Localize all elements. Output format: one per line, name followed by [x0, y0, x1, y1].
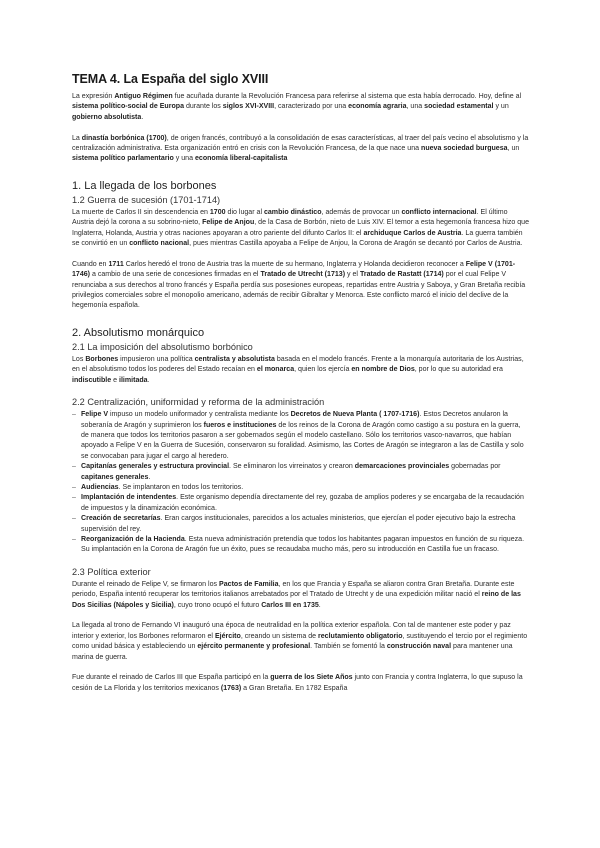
bold-term: gobierno absolutista [72, 113, 142, 121]
section-heading: 2. Absolutismo monárquico [72, 326, 205, 339]
bold-term: reclutamiento obligatorio [318, 632, 403, 640]
bold-term: ( 1707-1716) [379, 411, 420, 419]
bold-term: economía liberal-capitalista [194, 155, 288, 163]
bold-term: dinastía borbónica (1700) [81, 134, 167, 142]
bold-term: construcción naval [386, 643, 452, 651]
bold-term: fueros e instituciones [203, 421, 277, 429]
bold-term: el monarca [256, 366, 295, 374]
reform-list [72, 410, 530, 556]
section-heading: 1. La llegada de los borbones [72, 179, 217, 192]
bold-term: (1763) [220, 684, 242, 692]
bold-term: centralista y absolutista [194, 355, 275, 363]
bold-term: sociedad estamental [424, 103, 494, 111]
body-paragraph: La muerte de Carlos II sin descendencia en 1700 dio lugar al cambio dinástico, además de provocar un conflicto internacional. El último Austria dejó la corona a su sobrino-nieto, Felipe de Anjou, de la Casa de Borbón, nieto de Luis XIV. El temor a esta hegemonía francesa hizo que Inglaterra, Holanda, Austria y otras naciones apoyaran a otro pariente del difunto Carlos II: el archiduque Carlos de Austria. La guerra también se convirtió en un conflicto nacional, pues mientras Castilla apoyaba a Felipe de Anjou, la Corona de Aragón se decantó por Carlos de Austria. [72, 208, 530, 248]
bold-term: Pactos de Familia [219, 580, 279, 588]
bold-term: Carlos III en 1735 [261, 601, 319, 609]
bold-term: Tratado de Rastatt [359, 271, 422, 279]
intro-paragraph: La expresión Antiguo Régimen fue acuñada durante la Revolución Francesa para referirse al sistema que esta había derrocado. Hoy, define al sistema político-social de Europa durante los siglos XVI-XVIII, caracterizado por una economía agraria, una sociedad estamental y un gobierno absolutista. [72, 93, 522, 121]
bold-term: Implantación de intendentes [81, 494, 177, 502]
bold-term: Capitanías generales y estructura provincial [81, 463, 230, 471]
bold-term: demarcaciones provinciales [354, 463, 450, 471]
bold-term: sistema político-social de Europa [72, 103, 184, 111]
bold-term: Felipe V [81, 411, 109, 419]
body-paragraph: Cuando en 1711 Carlos heredó el trono de Austria tras la muerte de su hermano, Inglaterra y Holanda decidieron reconocer a Felipe V (1701-1746) a cambio de una serie de concesiones firmadas en el Tratado de Utrecht (1713) y el Tratado de Rastatt (1714) por el cual Felipe V renunciaba a sus derechos al trono francés y España perdía sus posesiones europeas, repartidas entre Austria y Saboya, y Gran Bretaña recibía privilegios comerciales sobre el monopolio americano, además de recibir Gibraltar y Menorca. Este conflicto marcó el inicio del declive de la hegemonía española. [72, 260, 526, 310]
bold-term: nueva sociedad burguesa [421, 145, 508, 153]
subsection-heading: 1.2 Guerra de sucesión (1701-1714) [72, 194, 221, 205]
bold-term: indiscutible [72, 376, 112, 384]
bold-term: Borbones [85, 355, 119, 363]
bold-term: Felipe V [465, 260, 493, 268]
body-paragraph: Durante el reinado de Felipe V, se firmaron los Pactos de Familia, en los que Francia y España se aliaron contra Gran Bretaña. Durante este periodo, España intentó recuperar los territorios italianos arrebatados por el Tratado de Utrecht y de una expedición militar nació el reino de las Dos Sicilias (Nápoles y Sicilia), cuyo trono ocupó el futuro Carlos III en 1735. [72, 580, 521, 609]
bold-term: Tratado de Utrecht [260, 271, 323, 279]
list-item: – Creación de secretarías. Eran cargos institucionales, parecidos a los actuales ministerios, que ejercían el poder ejecutivo bajo la estrecha supervisión del rey. [72, 514, 530, 535]
bold-term: ilimitada [119, 376, 148, 384]
subsection-heading: 2.3 Política exterior [72, 566, 151, 577]
bold-term: en nombre de Dios [351, 366, 415, 374]
bold-term: Creación de secretarías [81, 515, 161, 523]
bold-term: (1713) [324, 271, 346, 279]
bold-term: (1714) [423, 271, 444, 279]
bold-term: (1701-1746) [72, 260, 516, 279]
bold-term: guerra de los Siete Años [270, 674, 353, 682]
bold-term: 1711 [108, 260, 124, 268]
list-item: – Implantación de intendentes. Este organismo dependía directamente del rey, gozaba de amplios poderes y se encargaba de la recaudación de impuestos y la dinamización económica. [72, 493, 530, 514]
bold-term: 1700 [209, 208, 226, 216]
bold-term: cambio dinástico [263, 208, 322, 216]
page-title: TEMA 4. La España del siglo XVIII [72, 72, 269, 86]
bold-term: reino de las Dos Sicilias (Nápoles y Sicilia) [72, 591, 521, 609]
subsection-heading: 2.1 La imposición del absolutismo borbónico [72, 341, 253, 352]
bold-term: Audiencias [81, 483, 119, 491]
list-item: – Capitanías generales y estructura provincial. Se eliminaron los virreinatos y crearon demarcaciones provinciales gobernadas por capitanes generales. [72, 462, 530, 483]
document-page [72, 72, 530, 694]
body-paragraph: La llegada al trono de Fernando VI inauguró una época de neutralidad en la política exterior española. Con tal de mantener este poder y paz interior y exterior, los Borbones reformaron el Ejército, creando un sistema de reclutamiento obligatorio, sustituyendo el tercio por el regimiento como unidad básica y estableciendo un ejército permanente y profesional. También se fomentó la construcción naval para mantener una marina de guerra. [72, 622, 528, 661]
list-item: – Felipe V impuso un modelo uniformador y centralista mediante los Decretos de Nueva Planta ( 1707-1716). Estos Decretos anularon la soberanía de Aragón y suprimieron los fueros e instituciones de los reinos de la Corona de Aragón como castigo a su postura en la guerra, de manera que todos los territorios pasaron a ser gobernados según el modelo castellano. Sólo los territorios vasco-navarros, que habían apoyado a Felipe V en la Guerra de Sucesión, conservaron su foralidad. Asimismo, las Cortes de Aragón se integraron a las de Castilla y solo se convocaban para jugar el cargo al heredero. [72, 410, 530, 462]
bold-term: economía agraria [348, 103, 407, 111]
bold-term: archiduque Carlos de Austria [363, 229, 462, 237]
bold-term: conflicto internacional [401, 208, 477, 216]
bold-term: sistema político parlamentario [72, 155, 174, 163]
bold-term: Ejército [214, 632, 241, 640]
list-item: – Audiencias. Se implantaron en todos los territorios. [72, 483, 530, 493]
body-paragraph: Fue durante el reinado de Carlos III que España participó en la guerra de los Siete Años junto con Francia y contra Inglaterra, lo que supuso la cesión de La Florida y los territorios mexicanos (1763) a Gran Bretaña. En 1782 España [72, 674, 523, 692]
bold-term: Reorganización de la Hacienda [81, 535, 185, 543]
bold-term: Antiguo Régimen [114, 93, 173, 100]
list-item: – Reorganización de la Hacienda. Esta nueva administración pretendía que todos los habitantes pagaran impuestos en función de su riqueza. Su implantación en la Corona de Aragón fue un éxito, pues se recaudaba mucho más, pero su introducción en Castilla fue un fracaso. [72, 535, 530, 556]
bold-term: Decretos de Nueva Planta [290, 411, 378, 419]
bold-term: ejército permanente y profesional [197, 643, 311, 651]
subsection-heading: 2.2 Centralización, uniformidad y reforma de la administración [72, 397, 325, 408]
bold-term: siglos XVI-XVIII [222, 103, 275, 111]
body-paragraph: Los Borbones impusieron una política centralista y absolutista basada en el modelo francés. Frente a la monarquía autoritaria de los Austrias, en el absolutismo todos los poderes del Estado recaían en el monarca, quien los ejercía en nombre de Dios, por lo que su autoridad era indiscutible e ilimitada. [72, 355, 524, 384]
bold-term: capitanes generales [81, 473, 149, 481]
bold-term: Felipe de Anjou [202, 219, 255, 227]
bold-term: conflicto nacional [129, 240, 190, 248]
intro-paragraph: La dinastía borbónica (1700), de origen francés, contribuyó a la consolidación de esas características, al traer del país vecino el absolutismo y la centralización administrativa. Esta organización entró en crisis con la Revolución Francesa, de la que nace una nueva sociedad burguesa, un sistema político parlamentario y una economía liberal-capitalista [72, 134, 529, 163]
